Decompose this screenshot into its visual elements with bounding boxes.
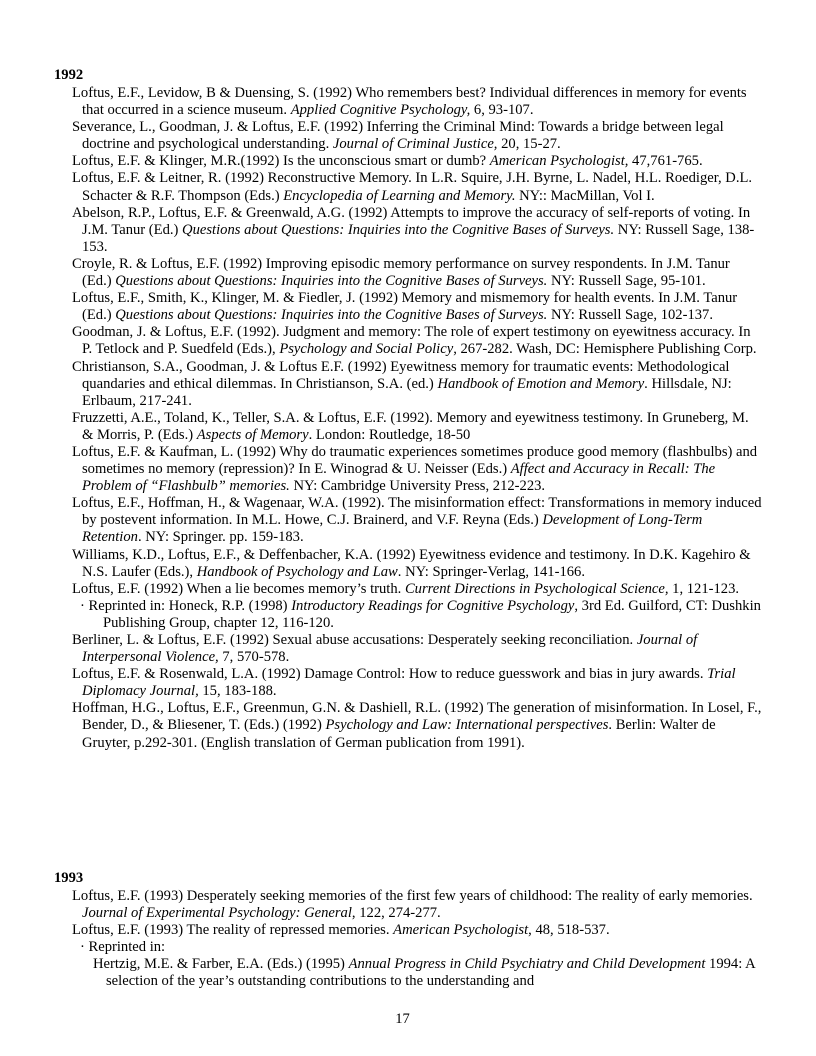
reference-title: Questions about Questions: Inquiries into the Cognitive Bases of Surveys. bbox=[115, 273, 548, 290]
reference-text: 20, 15-27. bbox=[497, 136, 561, 153]
reference-text: , 122, 274-277. bbox=[351, 905, 441, 922]
reference-text: Christianson, S.A., Goodman, J. & Loftus E.F. (1992) Eyewitness memory for traumatic events: Methodological quandaries and ethical dilemmas. In Christianson, S.A. (ed.) bbox=[72, 358, 730, 392]
reference-list-1992 bbox=[72, 85, 762, 752]
reference-title: American Psychologist, bbox=[489, 153, 629, 170]
reference-title: Annual Progress in Child Psychiatry and Child Development bbox=[348, 956, 706, 973]
reference-entry bbox=[72, 700, 762, 751]
reference-entry bbox=[72, 922, 762, 939]
reference-entry bbox=[72, 256, 762, 290]
reference-title: Handbook of Psychology and Law bbox=[196, 563, 398, 580]
reprint-entry bbox=[72, 598, 762, 632]
reference-text: Loftus, E.F., Levidow, B & Duensing, S. (1992) Who remembers best? Individual differences in memory for events that occurred in a science museum. bbox=[72, 85, 747, 119]
reference-text: 15, 183-188. bbox=[198, 683, 277, 700]
reference-text: . NY: Springer. pp. 159-183. bbox=[137, 529, 304, 546]
reference-title: Applied Cognitive Psychology, bbox=[290, 102, 471, 119]
reference-text: Loftus, E.F. & Kaufman, L. (1992) Why do traumatic experiences sometimes produce good memory (flashbulbs) and sometimes no memory (repression)? In E. Winograd & U. Neisser (Eds.) bbox=[72, 443, 758, 478]
reference-title: Aspects of Memory bbox=[196, 426, 309, 443]
reference-text: Loftus, E.F. (1993) Desperately seeking memories of the first few years of childhood: The reality of early memories. bbox=[72, 888, 753, 904]
reference-title: Questions about Questions: Inquiries into the Cognitive Bases of Surveys. bbox=[182, 221, 615, 238]
reference-entry bbox=[72, 153, 762, 170]
reference-text: NY: Russell Sage, 95-101. bbox=[547, 273, 706, 290]
reference-text: Hoffman, H.G., Loftus, E.F., Greenmun, G.N. & Dashiell, R.L. (1992) The generation of misinformation. In Losel, F., Bender, D., & Bliesener, T. (Eds.) (1992) bbox=[72, 700, 762, 734]
reference-entry bbox=[72, 888, 762, 922]
reference-title: Psychology and Social Policy bbox=[279, 341, 454, 358]
reference-text: 7, 570-578. bbox=[218, 649, 290, 666]
reference-entry bbox=[72, 632, 762, 666]
reference-text: Loftus, E.F. (1993) The reality of repressed memories. bbox=[72, 922, 394, 939]
year-heading-1992: 1992 bbox=[54, 67, 84, 83]
reference-text: Hertzig, M.E. & Farber, E.A. (Eds.) (1995) bbox=[93, 956, 349, 973]
reference-text: NY: Russell Sage, 102-137. bbox=[547, 307, 713, 324]
reference-entry bbox=[72, 359, 762, 410]
reference-text: Severance, L., Goodman, J. & Loftus, E.F. (1992) Inferring the Criminal Mind: Towards a bridge between legal doctrine and psychological understanding. bbox=[72, 119, 724, 153]
reference-text: Loftus, E.F. & Leitner, R. (1992) Reconstructive Memory. In L.R. Squire, J.H. Byrne, L. Nadel, H.L. Roediger, D.L. Schacter & R.F. Thompson (Eds.) bbox=[72, 170, 753, 204]
reference-entry bbox=[72, 170, 762, 204]
reference-title: Trial Diplomacy Journal, bbox=[82, 666, 736, 700]
reference-text: . NY: Springer-Verlag, 141-166. bbox=[397, 563, 586, 580]
reference-entry bbox=[72, 324, 762, 358]
reference-text: Loftus, E.F. & Rosenwald, L.A. (1992) Damage Control: How to reduce guesswork and bias in jury awards. bbox=[72, 666, 708, 683]
reference-text: Loftus, E.F., Hoffman, H., & Wagenaar, W.A. (1992). The misinformation effect: Transformations in memory induced by postevent information. In M.L. Howe, C.J. Brainerd, and V.F. Reyna (Eds.) bbox=[72, 495, 762, 529]
reference-title: Journal of Criminal Justice, bbox=[332, 136, 498, 153]
reference-text: Loftus, E.F., Smith, K., Klinger, M. & Fiedler, J. (1992) Memory and mismemory for health events. In J.M. Tanur (Ed.) bbox=[72, 290, 738, 324]
reference-text: Abelson, R.P., Loftus, E.F. & Greenwald, A.G. (1992) Attempts to improve the accuracy of self-reports of voting. In J.M. Tanur (Ed.) bbox=[72, 204, 751, 238]
reference-text: , 3rd Ed. Guilford, CT: Dushkin Publishing Group, chapter 12, 116-120. bbox=[103, 597, 761, 631]
reference-text: NY: Russell Sage, 138-153. bbox=[82, 221, 755, 255]
reference-text: . London: Routledge, 18-50 bbox=[308, 426, 471, 443]
reference-text: Loftus, E.F. (1992) When a lie becomes memory’s truth. bbox=[72, 580, 405, 597]
reference-text: Goodman, J. & Loftus, E.F. (1992). Judgment and memory: The role of expert testimony on eyewitness accuracy. In P. Tetlock and P. Suedfeld (Eds.), bbox=[72, 324, 751, 358]
reference-entry bbox=[72, 444, 762, 495]
reference-title: Handbook of Emotion and Memory bbox=[437, 375, 645, 392]
reference-text: · Reprinted in: Honeck, R.P. (1998) bbox=[80, 597, 292, 614]
reference-text: NY: Cambridge University Press, 212-223. bbox=[289, 478, 546, 495]
reference-entry bbox=[72, 205, 762, 256]
reference-text: . Hillsdale, NJ: Erlbaum, 217-241. bbox=[82, 375, 732, 409]
reference-text: Loftus, E.F. & Klinger, M.R.(1992) Is the unconscious smart or dumb? bbox=[72, 153, 490, 170]
reference-text: Williams, K.D., Loftus, E.F., & Deffenbacher, K.A. (1992) Eyewitness evidence and testimony. In D.K. Kagehiro & N.S. Laufer (Eds.), bbox=[72, 546, 751, 580]
reference-text: · Reprinted in: bbox=[80, 939, 166, 956]
reference-text: . Berlin: Walter de Gruyter, p.292-301. (English translation of German publication from 1991). bbox=[82, 717, 716, 751]
reference-text: Berliner, L. & Loftus, E.F. (1992) Sexual abuse accusations: Desperately seeking reconciliation. bbox=[72, 632, 637, 648]
reference-entry bbox=[72, 119, 762, 153]
page-number: 17 bbox=[395, 1011, 410, 1027]
reference-entry bbox=[72, 547, 762, 581]
reference-text: Croyle, R. & Loftus, E.F. (1992) Improving episodic memory performance on survey respondents. In J.M. Tanur (Ed.) bbox=[72, 255, 730, 290]
reference-text: 1, 121-123. bbox=[668, 580, 740, 597]
reference-text: 1994: A selection of the year’s outstanding contributions to the understanding and bbox=[106, 956, 755, 990]
reference-title: Current Directions in Psychological Science, bbox=[404, 580, 669, 597]
reference-title: Development of Long-Term Retention bbox=[82, 512, 703, 546]
reference-text: Fruzzetti, A.E., Toland, K., Teller, S.A. & Loftus, E.F. (1992). Memory and eyewitness testimony. In Gruneberg, M. & Morris, P. (Eds.) bbox=[72, 409, 749, 443]
reference-entry bbox=[72, 581, 762, 598]
reference-text: 6, 93-107. bbox=[470, 102, 534, 119]
reference-entry bbox=[72, 85, 762, 119]
reference-title: Encyclopedia of Learning and Memory. bbox=[283, 187, 516, 204]
reference-entry bbox=[72, 290, 762, 324]
reference-text: , 267-282. Wash, DC: Hemisphere Publishing Corp. bbox=[453, 341, 757, 358]
year-heading-1993: 1993 bbox=[54, 870, 84, 886]
reference-title: Journal of Interpersonal Violence, bbox=[82, 632, 698, 666]
reprint-entry bbox=[72, 939, 762, 956]
reference-entry bbox=[72, 666, 762, 700]
reference-entry bbox=[72, 410, 762, 444]
reference-title: Psychology and Law: International perspectives bbox=[325, 717, 609, 734]
reference-title: Journal of Experimental Psychology: General bbox=[82, 905, 352, 922]
reference-entry bbox=[72, 495, 762, 546]
reference-title: American Psychologist bbox=[393, 922, 529, 939]
reprint-entry bbox=[72, 956, 762, 990]
reference-text: , 48, 518-537. bbox=[528, 922, 610, 939]
reference-title: Affect and Accuracy in Recall: The Problem of “Flashbulb” memories. bbox=[82, 461, 716, 495]
reference-text: NY:: MacMillan, Vol I. bbox=[515, 187, 655, 204]
reference-title: Introductory Readings for Cognitive Psychology bbox=[291, 597, 575, 614]
reference-text: 47,761-765. bbox=[628, 153, 703, 170]
reference-list-1993 bbox=[72, 888, 762, 991]
reference-title: Questions about Questions: Inquiries into the Cognitive Bases of Surveys. bbox=[115, 307, 548, 324]
